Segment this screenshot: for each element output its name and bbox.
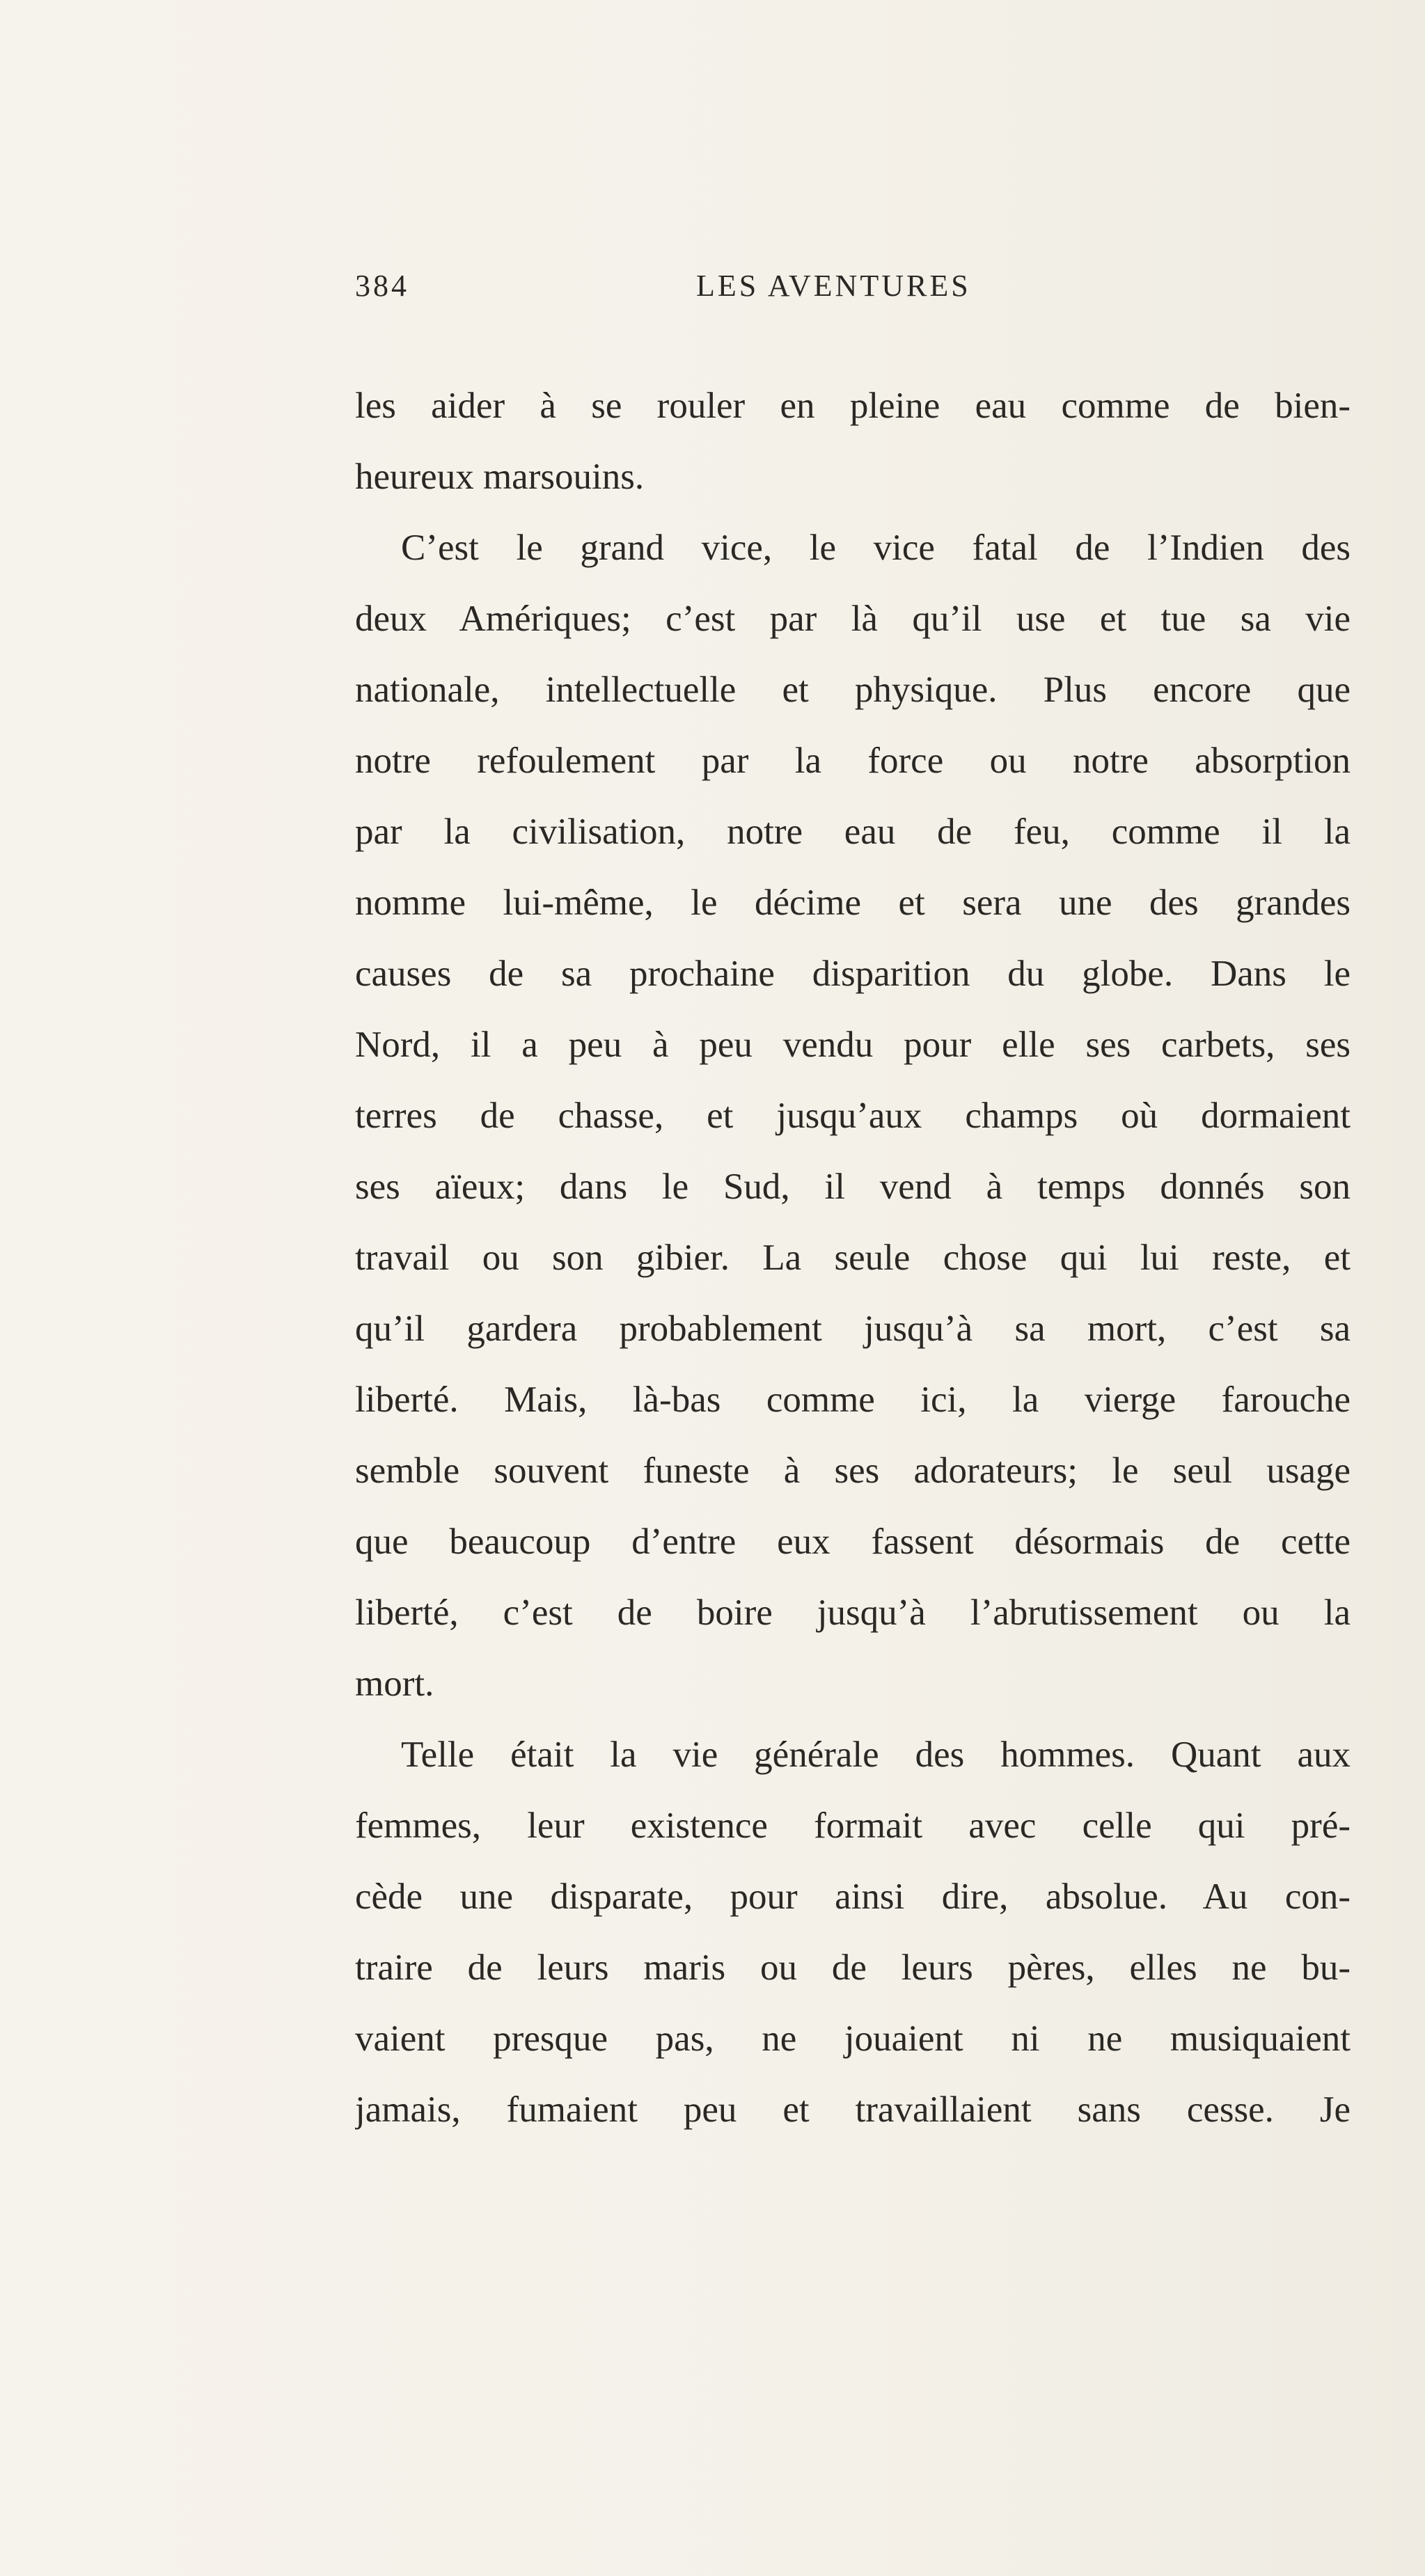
running-title: LES AVENTURES: [696, 269, 971, 303]
text-line: terres de chasse, et jusqu’aux champs où dormaient: [355, 1096, 1351, 1136]
text-line: semble souvent funeste à ses adorateurs; le seul usage: [355, 1451, 1351, 1491]
text-line: C’est le grand vice, le vice fatal de l’Indien des: [401, 528, 1351, 568]
text-line: mort.: [355, 1664, 434, 1704]
text-line: causes de sa prochaine disparition du globe. Dans le: [355, 954, 1351, 994]
text-line: notre refoulement par la force ou notre absorption: [355, 741, 1351, 781]
text-line: femmes, leur existence formait avec celle qui pré-: [355, 1805, 1351, 1846]
body-text: [355, 370, 1351, 2145]
text-line: par la civilisation, notre eau de feu, comme il la: [355, 812, 1351, 852]
text-line: Telle était la vie générale des hommes. Quant aux: [401, 1735, 1351, 1775]
text-line: heureux marsouins.: [355, 457, 645, 497]
text-line: nomme lui-même, le décime et sera une des grandes: [355, 883, 1351, 923]
text-line: ses aïeux; dans le Sud, il vend à temps donnés son: [355, 1167, 1351, 1207]
text-line: que beaucoup d’entre eux fassent désormais de cette: [355, 1522, 1351, 1562]
text-line: qu’il gardera probablement jusqu’à sa mort, c’est sa: [355, 1309, 1351, 1349]
text-line: cède une disparate, pour ainsi dire, absolue. Au con-: [355, 1876, 1351, 1917]
text-line: deux Amériques; c’est par là qu’il use et tue sa vie: [355, 599, 1351, 639]
text-line: traire de leurs maris ou de leurs pères, elles ne bu-: [355, 1947, 1351, 1988]
text-line: liberté. Mais, là-bas comme ici, la vierge farouche: [355, 1380, 1351, 1420]
text-line: Nord, il a peu à peu vendu pour elle ses carbets, ses: [355, 1025, 1351, 1065]
text-line: travail ou son gibier. La seule chose qui lui reste, et: [355, 1238, 1351, 1278]
text-line: vaient presque pas, ne jouaient ni ne musiquaient: [355, 2018, 1351, 2059]
text-line: nationale, intellectuelle et physique. Plus encore que: [355, 670, 1351, 710]
text-line: les aider à se rouler en pleine eau comme de bien-: [355, 386, 1351, 426]
page-header: [355, 268, 1351, 310]
text-line: liberté, c’est de boire jusqu’à l’abrutissement ou la: [355, 1593, 1351, 1633]
text-line: jamais, fumaient peu et travaillaient sans cesse. Je: [355, 2089, 1351, 2130]
page-number: 384: [355, 269, 409, 303]
